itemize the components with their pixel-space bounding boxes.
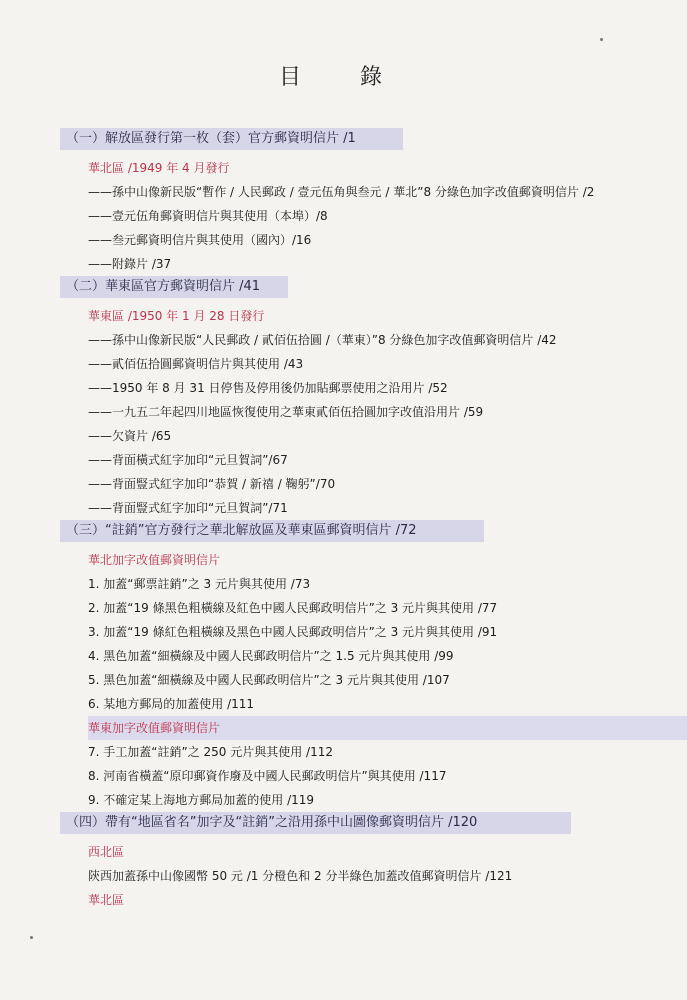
section-group-label: 華東區 /1950 年 1 月 28 日發行 bbox=[88, 309, 265, 323]
section-heading[interactable]: （四）帶有“地區省名”加字及“註銷”之沿用孫中山圖像郵資明信片 /120 bbox=[60, 812, 571, 834]
toc-item[interactable]: 5. 黑色加蓋“細橫線及中國人民郵政明信片”之 3 元片與其使用 /107 bbox=[88, 673, 450, 687]
section-group-label: 西北區 bbox=[88, 845, 125, 859]
toc-item[interactable]: 9. 不確定某上海地方郵局加蓋的使用 /119 bbox=[88, 793, 315, 807]
toc-item[interactable]: 4. 黑色加蓋“細橫線及中國人民郵政明信片”之 1.5 元片與其使用 /99 bbox=[88, 649, 454, 663]
section-group-label: 華北區 bbox=[88, 893, 125, 907]
section-heading[interactable]: （二）華東區官方郵資明信片 /41 bbox=[60, 276, 288, 298]
toc-item[interactable]: ——壹元伍角郵資明信片與其使用（本埠）/8 bbox=[88, 209, 328, 223]
toc-item[interactable]: 2. 加蓋“19 條黑色粗橫線及紅色中國人民郵政明信片”之 3 元片與其使用 /77 bbox=[88, 601, 498, 615]
page-title: 目 錄 bbox=[279, 65, 408, 90]
toc-item[interactable]: 3. 加蓋“19 條紅色粗橫線及黑色中國人民郵政明信片”之 3 元片與其使用 /91 bbox=[88, 625, 498, 639]
section-heading[interactable]: （三）“註銷”官方發行之華北解放區及華東區郵資明信片 /72 bbox=[60, 520, 484, 542]
toc-item[interactable]: ——背面豎式紅字加印“恭賀 / 新禧 / 鞠躬”/70 bbox=[88, 477, 336, 491]
toc-item[interactable]: ——欠資片 /65 bbox=[88, 429, 172, 443]
section-heading[interactable]: （一）解放區發行第一枚（套）官方郵資明信片 /1 bbox=[60, 128, 403, 150]
toc-item[interactable]: ——孫中山像新民版“暫作 / 人民郵政 / 壹元伍角與叁元 / 華北”8 分綠色加字改值郵資明信片 /2 bbox=[88, 185, 595, 199]
toc-item[interactable]: 7. 手工加蓋“註銷”之 250 元片與其使用 /112 bbox=[88, 745, 333, 759]
toc-item[interactable]: ——貳佰伍拾圓郵資明信片與其使用 /43 bbox=[88, 357, 304, 371]
toc-item[interactable]: 6. 某地方郵局的加蓋使用 /111 bbox=[88, 697, 255, 711]
toc-item[interactable]: ——背面橫式紅字加印“元旦賀詞”/67 bbox=[88, 453, 288, 467]
section-group-label: 華北加字改值郵資明信片 bbox=[88, 553, 221, 567]
toc-item[interactable]: ——一九五二年起四川地區恢復使用之華東貳佰伍拾圓加字改值沿用片 /59 bbox=[88, 405, 484, 419]
paper-speck bbox=[30, 936, 33, 939]
toc-item[interactable]: ——孫中山像新民版“人民郵政 / 貳佰伍拾圓 /（華東）”8 分綠色加字改值郵資明信片 /42 bbox=[88, 333, 557, 347]
section-group-label: 華東加字改值郵資明信片 bbox=[88, 716, 687, 740]
section-group-label: 華北區 /1949 年 4 月發行 bbox=[88, 161, 230, 175]
toc-item[interactable]: ——背面豎式紅字加印“元旦賀詞”/71 bbox=[88, 501, 288, 515]
toc-item[interactable]: ——叁元郵資明信片與其使用（國內）/16 bbox=[88, 233, 312, 247]
toc-item[interactable]: ——1950 年 8 月 31 日停售及停用後仍加貼郵票使用之沿用片 /52 bbox=[88, 381, 448, 395]
toc-item[interactable]: 陝西加蓋孫中山像國幣 50 元 /1 分橙色和 2 分半綠色加蓋改值郵資明信片 /121 bbox=[88, 869, 513, 883]
toc-item[interactable]: 1. 加蓋“郵票註銷”之 3 元片與其使用 /73 bbox=[88, 577, 311, 591]
paper-speck bbox=[600, 38, 603, 41]
toc-item[interactable]: ——附錄片 /37 bbox=[88, 257, 172, 271]
toc-item[interactable]: 8. 河南省橫蓋“原印郵資作廢及中國人民郵政明信片”與其使用 /117 bbox=[88, 769, 447, 783]
table-of-contents bbox=[0, 128, 687, 912]
